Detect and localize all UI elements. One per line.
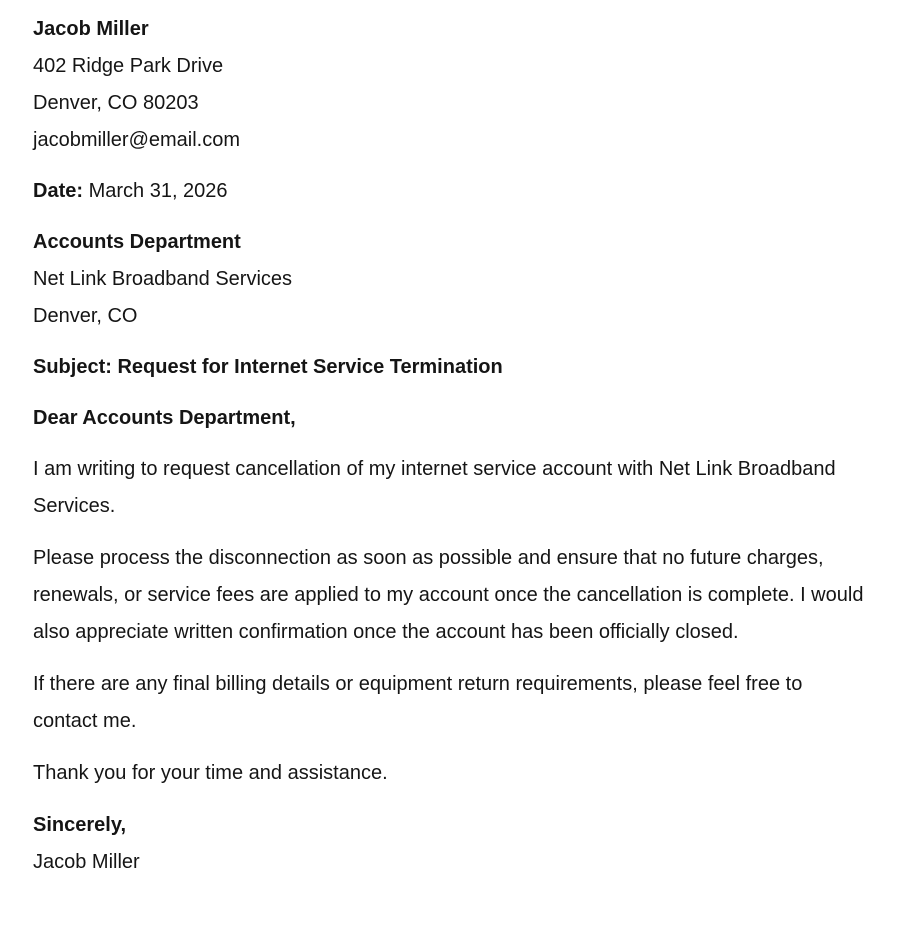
- date-label: Date:: [33, 180, 84, 202]
- body-paragraph: Please process the disconnection as soon as possible and ensure that no future charges, renewals, or service fees are applied to my account once the cancellation is complete. I would also appreciate written confirmation once the account has been officially closed.: [33, 547, 864, 643]
- signature-block: [33, 807, 864, 881]
- subject-line: Subject: Request for Internet Service Termination: [33, 356, 503, 378]
- body-paragraph: Thank you for your time and assistance.: [33, 762, 388, 784]
- recipient-location: Denver, CO: [33, 305, 138, 327]
- body-paragraph: I am writing to request cancellation of my internet service account with Net Link Broadband Services.: [33, 458, 836, 517]
- signature-name: Jacob Miller: [33, 851, 140, 873]
- date-line: [33, 173, 864, 210]
- sender-address-line2: Denver, CO 80203: [33, 92, 199, 114]
- sender-address-block: [33, 11, 864, 159]
- closing: Sincerely,: [33, 814, 127, 836]
- body-paragraph: If there are any final billing details or equipment return requirements, please feel free to contact me.: [33, 673, 803, 732]
- salutation: Dear Accounts Department,: [33, 407, 296, 429]
- recipient-department: Accounts Department: [33, 231, 241, 253]
- sender-address-line1: 402 Ridge Park Drive: [33, 55, 224, 77]
- recipient-address-block: [33, 224, 864, 335]
- sender-name: Jacob Miller: [33, 18, 149, 40]
- sender-email: jacobmiller@email.com: [33, 129, 241, 151]
- recipient-company: Net Link Broadband Services: [33, 268, 293, 290]
- date-value: March 31, 2026: [88, 180, 228, 202]
